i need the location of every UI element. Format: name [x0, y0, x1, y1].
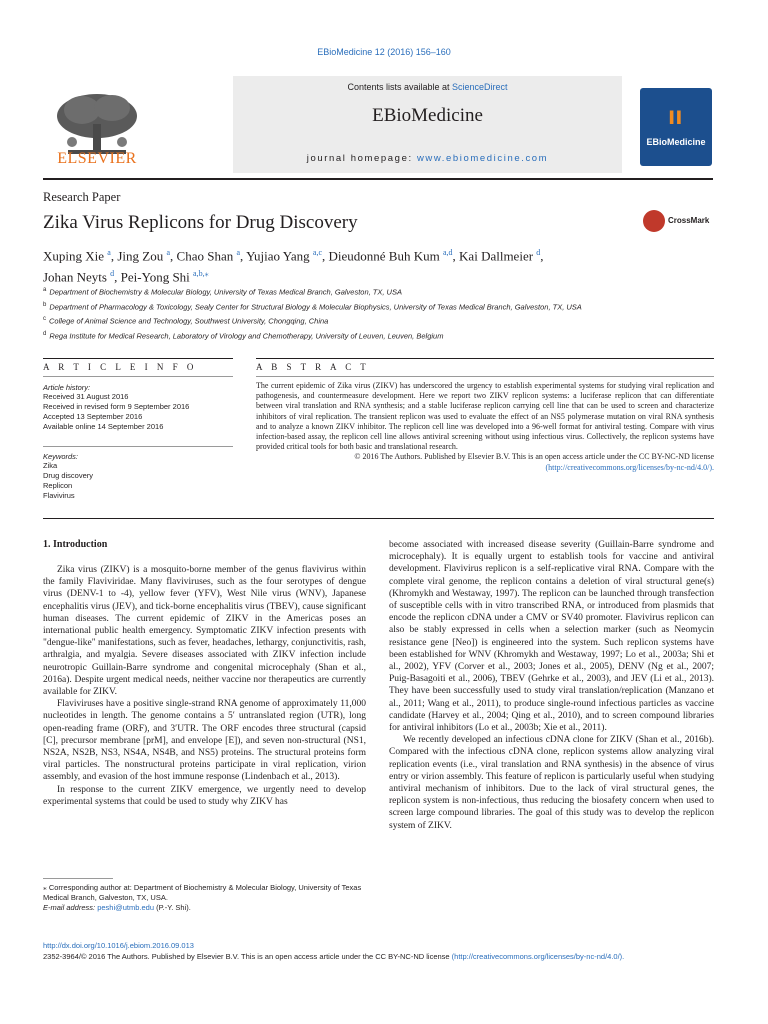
author-affiliation-sup[interactable]: a: [166, 248, 171, 257]
history-item: Accepted 13 September 2016: [43, 412, 143, 421]
history-item: Received 31 August 2016: [43, 392, 129, 401]
author-name[interactable]: Kai Dallmeier: [459, 248, 537, 264]
author-line-1: Xuping Xie $^a$, Jing Zou $^a$, Chao Shan $^a$, Yujiao Yang $^{a,c}$, Dieudonné Buh Kum $^{a,d}$, Kai Dallmeier $^d$,: [43, 248, 544, 264]
cover-label: EBioMedicine: [646, 137, 706, 147]
author-name[interactable]: Chao Shan: [176, 248, 237, 264]
author-name[interactable]: Xuping Xie: [43, 248, 108, 264]
keywords-block: [43, 452, 243, 501]
affiliation-text: College of Animal Science and Technology, Southwest University, Chongqing, China: [49, 316, 329, 326]
author-affiliation-sup[interactable]: d: [110, 269, 115, 279]
homepage-link[interactable]: www.ebiomedicine.com: [416, 153, 549, 164]
author-affiliation-sup[interactable]: a: [107, 248, 111, 257]
issn-text: 2352-3964/© 2016 The Authors. Published by Elsevier B.V. This is an open access article under the CC BY-NC-ND license: [43, 952, 452, 961]
article-info-heading: A R T I C L E I N F O: [43, 362, 197, 372]
email-line: [43, 903, 366, 913]
affiliation-text: Department of Pharmacology & Toxicology, Sealy Center for Structural Biology & Molecular Biophysics, University of Texas Medical Branch, Galveston, TX, USA: [49, 302, 582, 311]
author-affiliation-sup[interactable]: a,d: [442, 248, 453, 257]
journal-homepage: [233, 153, 622, 164]
affiliation-text: Rega Institute for Medical Research, Laboratory of Virology and Chemotherapy, University of Leuven, Leuven, Belgium: [49, 331, 444, 340]
body-paragraph: We recently developed an infectious cDNA clone for ZIKV (Shan et al., 2016b). Compared with the infectious cDNA clone, replicon systems allow analyzing viral replication events (i.e., viral translation and RNA synthesis) in the absence of virus entry or virion assembly. This feature of replicon is particularly useful when studying antiviral mechanism of inhibitors. Due to the lack of viral structural genes, the replicon system is non-infectious, thus reducing the biosafety concern when used to screen large compound libraries. The goal of this study was to develop the replicon system of ZIKV.: [389, 735, 714, 831]
author-affiliation-sup[interactable]: a,c: [312, 248, 323, 257]
article-type: Research Paper: [43, 190, 121, 204]
article-history: [43, 383, 243, 432]
abstract-copyright: [256, 452, 714, 472]
history-label: Article history:: [43, 383, 91, 392]
affiliation-list: [43, 284, 723, 342]
author-line-2: Johan Neyts $^d$, Pei-Yong Shi $^{a,b,⁎}$: [43, 269, 209, 285]
keyword: Replicon: [43, 481, 73, 490]
body-paragraph: become associated with increased disease severity (Guillain-Barre syndrome and microcephaly). It is equally urgent to establish tools for vaccine and antiviral development. Flavivirus replicon is a self-replicative viral RNA. Compare with the complete viral genome, the replicon contains a deletion of viral structural gene(s) (Khromykh and Westaway, 1997). The replicon can be launched through transfection of susceptible cells with in vitro transcribed RNA, or introduced from plasmids that encode the replicon cDNA under a CMV or SV40 promoter. Flavivirus replicon can also be stably expressed in cells when a selection marker (such as Neomycin resistance gene [Neo]) is engineered into the system. Such replicon systems have been established for WNV (Khromykh and Westaway, 1997; Lo et al., 2003a; Shi et al., 2002), YFV (Corver et al., 2003; Jones et al., 2005), DENV (Ng et al., 2007; Puig-Basagoiti et al., 2006), TBEV (Gehrke et al., 2003), and JEV (Li et al., 2013). They have been successfully used to study viral translation/replication (Manzano et al., 2011; Wang et al., 2011), to produce single-round infectious particles as vaccine candidate (Harvey et al., 2004; Qing et al., 2010), and to screen compound libraries for antiviral inhibitors (Lo et al., 2003b; Xie et al., 2011).: [389, 540, 714, 734]
affiliation-key: c: [43, 316, 46, 322]
section-heading: 1. Introduction: [43, 539, 108, 550]
abstract-rule-top: [256, 358, 714, 359]
bottom-license-link[interactable]: (http://creativecommons.org/licenses/by-nc-nd/4.0/).: [451, 952, 625, 961]
affiliation-key: b: [43, 301, 47, 308]
email-link[interactable]: peshi@utmb.edu: [97, 903, 155, 912]
issn-line: [43, 951, 723, 962]
abstract-body: [256, 381, 714, 473]
author-affiliation-sup[interactable]: d: [536, 248, 541, 257]
affiliation-key: d: [43, 330, 47, 337]
author-affiliation-sup[interactable]: a,b,⁎: [193, 269, 209, 279]
right-column: [389, 539, 714, 832]
keyword: Zika: [43, 461, 58, 470]
info-rule-under: [43, 376, 233, 377]
affiliation-item: [43, 299, 723, 314]
page-bottom: [43, 940, 723, 962]
crossmark-label[interactable]: CrossMark: [668, 216, 710, 225]
keywords-label: Keywords:: [43, 452, 79, 461]
abstract-rule-bottom: [43, 518, 714, 519]
author-name[interactable]: Pei-Yong Shi: [120, 269, 194, 285]
author-list: [43, 244, 723, 287]
affiliation-item: [43, 328, 723, 343]
cover-logo-icon: ıı: [668, 100, 683, 130]
affiliation-text: Department of Biochemistry & Molecular Biology, University of Texas Medical Branch, Galveston, TX, USA: [49, 287, 402, 297]
affiliation-key: a: [43, 287, 47, 293]
homepage-prefix: journal homepage:: [306, 153, 417, 164]
author-name[interactable]: Jing Zou: [117, 248, 167, 264]
abstract-heading: A B S T R A C T: [256, 362, 370, 372]
elsevier-wordmark: ELSEVIER: [57, 150, 137, 167]
contents-line: [233, 82, 622, 92]
footnote: [43, 883, 366, 913]
author-affiliation-sup[interactable]: a: [236, 248, 241, 257]
contents-prefix: Contents lists available at: [347, 82, 453, 92]
license-link[interactable]: (http://creativecommons.org/licenses/by-nc-nd/4.0/).: [545, 462, 714, 472]
journal-title: EBioMedicine: [372, 105, 483, 126]
copyright-text: © 2016 The Authors. Published by Elsevier B.V. This is an open access article under the CC BY-NC-ND license: [354, 452, 714, 462]
keyword: Drug discovery: [43, 471, 94, 480]
history-item: Received in revised form 9 September 2016: [43, 402, 190, 411]
doi-link[interactable]: http://dx.doi.org/10.1016/j.ebiom.2016.09.013: [43, 941, 194, 950]
body-paragraph: Zika virus (ZIKV) is a mosquito-borne member of the genus flavivirus within the family Flaviviridae. Many flaviviruses, such as the four serotypes of dengue virus (DENV-1 to -4), yellow fever (YFV), West Nile virus (WNV), Japanese encephalitis virus (JEV), and tick-borne encephalitis virus (TBEV), cause significant human diseases. The current epidemic of ZIKV in the Americas poses an international public health emergency. Symptomatic ZIKV infection presents with "dengue-like" manifestations, such as fever, headaches, lethargy, conjunctivitis, rash, arthralgia, and myalgia. Severe diseases associated with ZIKV infection include neurotropic Guillain-Barre syndrome and congenital microcephaly (Shan et al., 2016a). Despite urgent medical needs, neither vaccine nor therapeutics are currently available for ZIKV.: [43, 565, 366, 698]
email-label: E-mail address:: [43, 903, 98, 912]
running-header[interactable]: EBioMedicine 12 (2016) 156–160: [317, 47, 451, 57]
keyword: Flavivirus: [43, 491, 75, 500]
affiliation-item: [43, 313, 723, 328]
email-suffix: (P.-Y. Shi).: [154, 903, 191, 912]
abstract-text: The current epidemic of Zika virus (ZIKV) has underscored the urgency to establish experimental systems for studying viral replication and pathogenesis, and countermeasure development. Here we report two ZIKV replicon systems: a luciferase replicon that can differentiate between viral translation and RNA synthesis; and a stable luciferase replicon carrying cell line that can be used to screen and characterize inhibitors of viral replication. The transient replicon was used to evaluate the effect of an NS5 polymerase mutation on viral RNA synthesis and to analyze a known ZIKV inhibitor. The replicon cell line was developed into a 96-well format for antiviral testing. Compare with virus infection-based assay, the replicon cell line allows antiviral screening without using infectious virus. Collectively, the replicon systems have provided critical tools for both basic and translational research.: [256, 381, 714, 452]
article-title: Zika Virus Replicons for Drug Discovery: [43, 212, 358, 233]
body-paragraph: In response to the current ZIKV emergence, we urgently need to develop experimental systems that could be used to study why ZIKV has: [43, 784, 366, 807]
keywords-divider: [43, 446, 233, 447]
abstract-rule-under: [256, 376, 714, 377]
author-name[interactable]: Dieudonné Buh Kum: [328, 248, 443, 264]
corresponding-author: ⁎ Corresponding author at: Department of Biochemistry & Molecular Biology, University of Texas Medical Branch, Galveston, TX, USA.: [43, 883, 362, 902]
body-paragraph: Flaviviruses have a positive single-strand RNA genome of approximately 11,000 nucleotides in length. The genome contains a 5′ untranslated region (UTR), long open-reading frame (ORF), and 3′UTR. The ORF encodes three structural (capsid [C], precursor membrane [prM], and envelope [E]), and seven non-structural (NS1, NS2A, NS2B, NS3, NS4A, NS4B, and NS5) proteins. The structural proteins form viral particles. The nonstructural proteins participate in viral replication, virion assembly, and evasion of the host immune response (Lindenbach et al., 2013).: [43, 699, 366, 783]
footnote-rule: [43, 878, 113, 879]
left-column: [43, 564, 366, 808]
header-rule: [43, 178, 713, 180]
author-name[interactable]: Yujiao Yang: [246, 248, 313, 264]
author-name[interactable]: Johan Neyts: [43, 269, 111, 285]
info-rule-top: [43, 358, 233, 359]
crossmark-icon[interactable]: [643, 210, 665, 232]
affiliation-item: [43, 284, 723, 299]
sciencedirect-link[interactable]: ScienceDirect: [452, 82, 508, 92]
history-item: Available online 14 September 2016: [43, 422, 164, 431]
